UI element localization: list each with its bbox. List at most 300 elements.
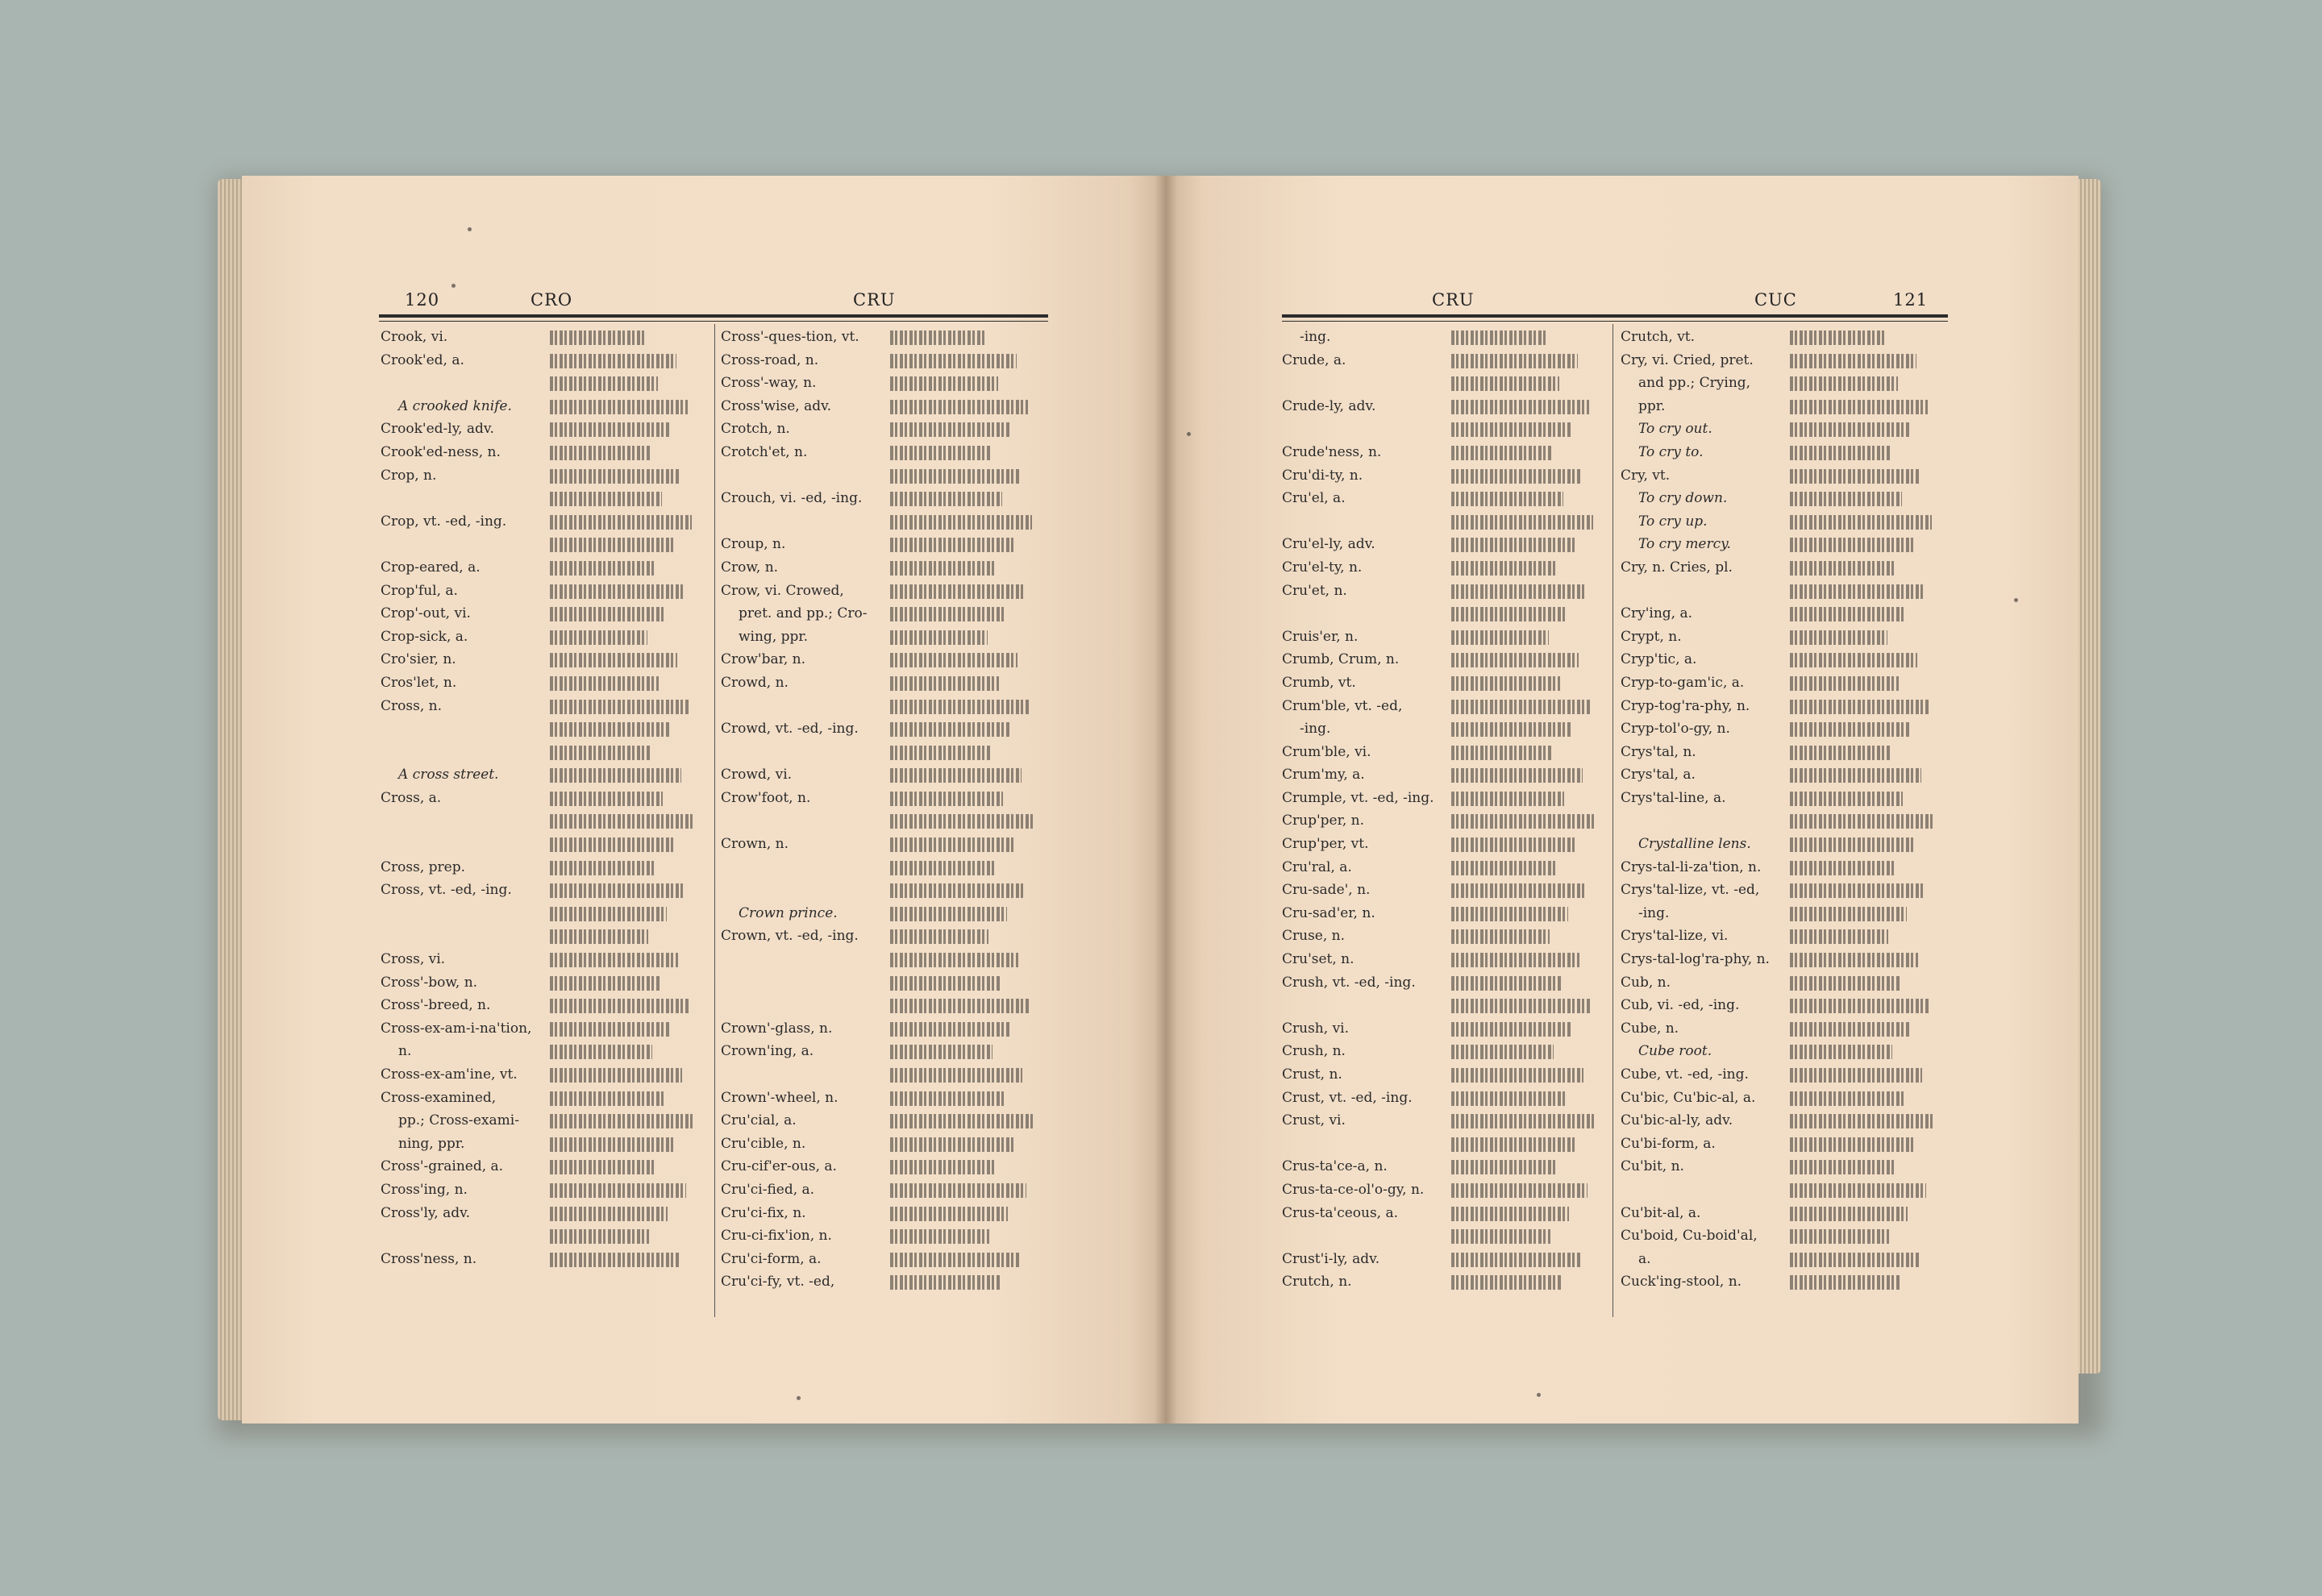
dictionary-entry — [1282, 1017, 1604, 1041]
dictionary-entry — [1282, 1224, 1604, 1248]
japanese-gloss-glyphs — [1790, 929, 1888, 944]
japanese-gloss-glyphs — [890, 400, 1028, 414]
entry-headword: Cry, vi. Cried, pret. — [1621, 351, 1754, 368]
dictionary-entry — [381, 1109, 703, 1133]
dictionary-entry — [721, 1248, 1043, 1271]
dictionary-entry — [381, 602, 703, 626]
japanese-gloss-glyphs — [890, 837, 1014, 852]
japanese-gloss-glyphs — [1790, 515, 1932, 530]
entry-headword: Cru'cible, n. — [721, 1135, 806, 1152]
japanese-gloss-glyphs — [550, 1183, 686, 1198]
japanese-gloss-glyphs — [1790, 653, 1917, 667]
entry-headword: Cross'-breed, n. — [381, 997, 491, 1014]
japanese-gloss-glyphs — [1790, 792, 1903, 806]
entry-headword: Crus-ta'ceous, a. — [1282, 1204, 1399, 1221]
japanese-gloss-glyphs — [890, 861, 996, 875]
japanese-gloss-glyphs — [890, 354, 1017, 368]
entry-headword: Cu'bic, Cu'bic-al, a. — [1621, 1089, 1756, 1106]
dictionary-entry — [381, 1087, 703, 1110]
dictionary-entry — [1282, 925, 1604, 948]
entry-headword: Crop, n. — [381, 467, 437, 484]
right-column-divider — [1612, 324, 1613, 1317]
japanese-gloss-glyphs — [1451, 1114, 1595, 1128]
japanese-gloss-glyphs — [890, 1229, 989, 1244]
japanese-gloss-glyphs — [890, 1207, 1008, 1221]
entry-headword: Cryp'tic, a. — [1621, 651, 1697, 668]
dictionary-entry — [1621, 879, 1943, 902]
right-guide-word-end: CUC — [1754, 290, 1797, 310]
japanese-gloss-glyphs — [1451, 561, 1556, 576]
dictionary-entry — [1282, 349, 1604, 372]
entry-headword: Crude'ness, n. — [1282, 443, 1382, 460]
dictionary-entry — [721, 464, 1043, 488]
entry-headword: A crooked knife. — [398, 397, 512, 414]
dictionary-entry — [1282, 648, 1604, 671]
entry-headword: and pp.; Crying, — [1638, 375, 1751, 392]
dictionary-entry — [721, 695, 1043, 718]
dictionary-entry — [1282, 510, 1604, 534]
japanese-gloss-glyphs — [1451, 722, 1571, 737]
dictionary-entry — [1621, 902, 1943, 925]
entry-headword: Crys'tal-lize, vt. -ed, — [1621, 882, 1760, 899]
japanese-gloss-glyphs — [550, 883, 685, 898]
entry-headword: To cry mercy. — [1638, 536, 1731, 553]
entry-headword: Crown'ing, a. — [721, 1043, 814, 1060]
japanese-gloss-glyphs — [550, 400, 688, 414]
japanese-gloss-glyphs — [1790, 746, 1891, 760]
japanese-gloss-glyphs — [1451, 1022, 1572, 1037]
dictionary-entry — [381, 1133, 703, 1156]
dictionary-entry — [381, 833, 703, 856]
entry-headword: Crook, vi. — [381, 329, 448, 345]
entry-headword: Cru'el-ly, adv. — [1282, 536, 1375, 553]
left-guide-word-end: CRU — [853, 290, 896, 310]
dictionary-entry — [721, 809, 1043, 833]
japanese-gloss-glyphs — [890, 1068, 1022, 1083]
japanese-gloss-glyphs — [1451, 746, 1553, 760]
dictionary-entry — [381, 971, 703, 995]
japanese-gloss-glyphs — [1790, 330, 1887, 345]
dictionary-entry — [1621, 1248, 1943, 1271]
japanese-gloss-glyphs — [1790, 1253, 1919, 1267]
right-header-rule — [1282, 314, 1948, 318]
entry-headword: Cry, vt. — [1621, 467, 1671, 484]
japanese-gloss-glyphs — [890, 469, 1021, 484]
dictionary-entry — [721, 856, 1043, 879]
dictionary-entry — [721, 787, 1043, 810]
dictionary-entry — [721, 717, 1043, 741]
entry-headword: Cross'-ques-tion, vt. — [721, 329, 859, 345]
japanese-gloss-glyphs — [550, 792, 663, 806]
japanese-gloss-glyphs — [1451, 1160, 1558, 1174]
japanese-gloss-glyphs — [550, 376, 658, 391]
entry-headword: Cru'ci-fied, a. — [721, 1181, 815, 1198]
japanese-gloss-glyphs — [550, 722, 670, 737]
entry-headword: n. — [398, 1043, 412, 1060]
dictionary-entry — [1621, 971, 1943, 995]
dictionary-entry — [1282, 902, 1604, 925]
japanese-gloss-glyphs — [550, 1160, 656, 1174]
dictionary-entry — [1621, 487, 1943, 510]
entry-headword: a. — [1638, 1250, 1651, 1267]
japanese-gloss-glyphs — [890, 953, 1018, 967]
japanese-gloss-glyphs — [1451, 469, 1582, 484]
entry-headword: Crystalline lens. — [1638, 836, 1751, 853]
dictionary-entry — [381, 464, 703, 488]
entry-headword: Cube, n. — [1621, 1020, 1679, 1037]
dictionary-entry — [381, 418, 703, 441]
entry-headword: Crumb, Crum, n. — [1282, 651, 1400, 668]
right-guide-word-start: CRU — [1432, 290, 1475, 310]
dictionary-entry — [721, 671, 1043, 695]
japanese-gloss-glyphs — [1451, 792, 1564, 806]
japanese-gloss-glyphs — [1790, 1091, 1904, 1106]
dictionary-entry — [1621, 556, 1943, 580]
entry-headword: Crowd, vi. — [721, 767, 793, 783]
entry-headword: Cru'ci-fix, n. — [721, 1204, 806, 1221]
japanese-gloss-glyphs — [890, 422, 1009, 437]
entry-headword: Cu'bit-al, a. — [1621, 1204, 1701, 1221]
japanese-gloss-glyphs — [890, 676, 999, 691]
entry-headword: Crook'ed-ly, adv. — [381, 421, 494, 438]
dictionary-entry — [1282, 879, 1604, 902]
japanese-gloss-glyphs — [1451, 400, 1589, 414]
dictionary-entry — [1282, 741, 1604, 764]
dictionary-entry — [1621, 695, 1943, 718]
japanese-gloss-glyphs — [890, 1114, 1034, 1128]
right-header-rule-thin — [1282, 321, 1948, 322]
japanese-gloss-glyphs — [1790, 538, 1913, 552]
entry-headword: Crouch, vi. -ed, -ing. — [721, 490, 863, 507]
japanese-gloss-glyphs — [1790, 376, 1898, 391]
japanese-gloss-glyphs — [1790, 469, 1920, 484]
dictionary-entry — [1282, 372, 1604, 395]
entry-headword: Crook'ed, a. — [381, 351, 464, 368]
dictionary-entry — [381, 441, 703, 464]
entry-headword: Crown, n. — [721, 836, 789, 853]
right-column-2 — [1621, 326, 1943, 1294]
dictionary-entry — [721, 1202, 1043, 1225]
entry-headword: To cry out. — [1638, 421, 1712, 438]
entry-headword: Crook'ed-ness, n. — [381, 443, 501, 460]
entry-headword: -ing. — [1300, 329, 1331, 345]
dictionary-entry — [381, 1040, 703, 1063]
japanese-gloss-glyphs — [890, 907, 1007, 921]
japanese-gloss-glyphs — [1790, 1022, 1911, 1037]
entry-headword: Cru-cif'er-ous, a. — [721, 1158, 837, 1175]
japanese-gloss-glyphs — [1790, 999, 1929, 1013]
dictionary-entry — [381, 717, 703, 741]
entry-headword: Crop-eared, a. — [381, 559, 481, 576]
dictionary-entry — [381, 695, 703, 718]
dictionary-entry — [1282, 1087, 1604, 1110]
entry-headword: Crush, n. — [1282, 1043, 1346, 1060]
japanese-gloss-glyphs — [1451, 1137, 1576, 1152]
dictionary-entry — [1621, 1040, 1943, 1063]
japanese-gloss-glyphs — [890, 814, 1033, 829]
dictionary-entry — [1621, 510, 1943, 534]
dictionary-entry — [1282, 787, 1604, 810]
left-page-number: 120 — [405, 290, 440, 310]
japanese-gloss-glyphs — [1451, 1091, 1565, 1106]
dictionary-entry — [381, 809, 703, 833]
dictionary-entry — [1282, 1248, 1604, 1271]
entry-headword: Crop-sick, a. — [381, 628, 468, 645]
dictionary-entry — [1282, 671, 1604, 695]
dictionary-entry — [721, 510, 1043, 534]
entry-headword: Cross'ness, n. — [381, 1250, 477, 1267]
japanese-gloss-glyphs — [890, 492, 1002, 506]
japanese-gloss-glyphs — [1790, 907, 1907, 921]
japanese-gloss-glyphs — [890, 999, 1030, 1013]
dictionary-entry — [1282, 971, 1604, 995]
dictionary-entry — [1621, 809, 1943, 833]
japanese-gloss-glyphs — [1451, 1183, 1588, 1198]
entry-headword: Crust, vi. — [1282, 1112, 1346, 1129]
japanese-gloss-glyphs — [1790, 1229, 1889, 1244]
entry-headword: Cross, vt. -ed, -ing. — [381, 882, 512, 899]
japanese-gloss-glyphs — [1451, 953, 1579, 967]
japanese-gloss-glyphs — [550, 1022, 671, 1037]
left-column-1 — [381, 326, 703, 1270]
dictionary-entry — [1621, 580, 1943, 603]
dictionary-entry — [1621, 1178, 1943, 1202]
entry-headword: Cross-ex-am'ine, vt. — [381, 1066, 518, 1083]
entry-headword: Crude, a. — [1282, 351, 1346, 368]
entry-headword: Crutch, n. — [1282, 1274, 1352, 1291]
japanese-gloss-glyphs — [1451, 1275, 1562, 1290]
entry-headword: Crys'tal, a. — [1621, 767, 1696, 783]
entry-headword: Crowd, n. — [721, 674, 789, 691]
right-page-number: 121 — [1893, 290, 1929, 310]
japanese-gloss-glyphs — [890, 746, 992, 760]
dictionary-entry — [721, 418, 1043, 441]
japanese-gloss-glyphs — [1790, 1114, 1933, 1128]
dictionary-entry — [1621, 349, 1943, 372]
left-header-rule-thin — [379, 321, 1048, 322]
japanese-gloss-glyphs — [890, 1183, 1026, 1198]
entry-headword: pp.; Cross-exami- — [398, 1112, 519, 1129]
dictionary-entry — [381, 533, 703, 556]
entry-headword: Crown prince. — [739, 904, 838, 921]
dictionary-entry — [721, 626, 1043, 649]
japanese-gloss-glyphs — [1790, 1160, 1896, 1174]
japanese-gloss-glyphs — [1451, 653, 1579, 667]
japanese-gloss-glyphs — [1790, 1207, 1908, 1221]
japanese-gloss-glyphs — [550, 1114, 693, 1128]
entry-headword: Cross'wise, adv. — [721, 397, 832, 414]
paper-speck — [1537, 1393, 1541, 1397]
entry-headword: Crow'bar, n. — [721, 651, 806, 668]
dictionary-entry — [381, 326, 703, 349]
entry-headword: Crotch'et, n. — [721, 443, 808, 460]
entry-headword: Crown, vt. -ed, -ing. — [721, 928, 859, 945]
entry-headword: Crust'i-ly, adv. — [1282, 1250, 1380, 1267]
dictionary-entry — [1282, 602, 1604, 626]
dictionary-entry — [721, 1155, 1043, 1178]
dictionary-entry — [1282, 326, 1604, 349]
dictionary-entry — [721, 487, 1043, 510]
dictionary-entry — [381, 626, 703, 649]
japanese-gloss-glyphs — [550, 1253, 679, 1267]
entry-headword: Cross-examined, — [381, 1089, 497, 1106]
entry-headword: Cross, prep. — [381, 858, 465, 875]
entry-headword: Crum'ble, vt. -ed, — [1282, 697, 1403, 714]
dictionary-entry — [381, 1155, 703, 1178]
japanese-gloss-glyphs — [1790, 446, 1891, 460]
japanese-gloss-glyphs — [1451, 607, 1567, 621]
japanese-gloss-glyphs — [890, 1160, 997, 1174]
dictionary-entry — [1282, 763, 1604, 787]
dictionary-entry — [1282, 626, 1604, 649]
dictionary-entry — [381, 902, 703, 925]
japanese-gloss-glyphs — [890, 792, 1003, 806]
entry-headword: Cross, n. — [381, 697, 442, 714]
dictionary-entry — [721, 948, 1043, 971]
dictionary-entry — [1621, 833, 1943, 856]
dictionary-entry — [1282, 1178, 1604, 1202]
entry-headword: Cub, vi. -ed, -ing. — [1621, 997, 1740, 1014]
dictionary-entry — [381, 1063, 703, 1087]
entry-headword: To cry down. — [1638, 490, 1728, 507]
dictionary-entry — [721, 1040, 1043, 1063]
dictionary-entry — [381, 994, 703, 1017]
entry-headword: Cuck'ing-stool, n. — [1621, 1274, 1742, 1291]
entry-headword: Crotch, n. — [721, 421, 790, 438]
dictionary-entry — [1621, 326, 1943, 349]
entry-headword: Cry'ing, a. — [1621, 605, 1693, 622]
japanese-gloss-glyphs — [890, 1045, 992, 1059]
entry-headword: Crus-ta'ce-a, n. — [1282, 1158, 1388, 1175]
entry-headword: Crowd, vt. -ed, -ing. — [721, 721, 859, 738]
japanese-gloss-glyphs — [550, 538, 673, 552]
dictionary-entry — [1282, 441, 1604, 464]
dictionary-entry — [721, 395, 1043, 418]
japanese-gloss-glyphs — [1451, 538, 1575, 552]
japanese-gloss-glyphs — [890, 722, 1010, 737]
entry-headword: -ing. — [1638, 904, 1670, 921]
dictionary-entry — [1621, 1202, 1943, 1225]
dictionary-entry — [1282, 1063, 1604, 1087]
dictionary-entry — [1621, 395, 1943, 418]
dictionary-entry — [721, 1087, 1043, 1110]
entry-headword: Cu'bit, n. — [1621, 1158, 1684, 1175]
entry-headword: Cross'ing, n. — [381, 1181, 468, 1198]
japanese-gloss-glyphs — [550, 1207, 668, 1221]
japanese-gloss-glyphs — [550, 653, 677, 667]
entry-headword: Cross-road, n. — [721, 351, 819, 368]
dictionary-entry — [381, 856, 703, 879]
japanese-gloss-glyphs — [890, 700, 1029, 714]
japanese-gloss-glyphs — [1790, 814, 1933, 829]
japanese-gloss-glyphs — [890, 515, 1032, 530]
dictionary-entry — [1282, 1109, 1604, 1133]
dictionary-entry — [381, 580, 703, 603]
dictionary-entry — [1282, 533, 1604, 556]
entry-headword: Croup, n. — [721, 536, 786, 553]
japanese-gloss-glyphs — [890, 1022, 1011, 1037]
japanese-gloss-glyphs — [1790, 861, 1895, 875]
dictionary-entry — [1282, 1133, 1604, 1156]
japanese-gloss-glyphs — [1451, 976, 1561, 991]
dictionary-entry — [721, 372, 1043, 395]
entry-headword: Crow'foot, n. — [721, 789, 811, 806]
dictionary-entry — [1621, 994, 1943, 1017]
dictionary-entry — [1621, 418, 1943, 441]
japanese-gloss-glyphs — [550, 999, 689, 1013]
japanese-gloss-glyphs — [550, 953, 678, 967]
dictionary-entry — [1621, 787, 1943, 810]
dictionary-entry — [721, 648, 1043, 671]
japanese-gloss-glyphs — [550, 814, 693, 829]
japanese-gloss-glyphs — [890, 976, 1000, 991]
dictionary-entry — [1282, 1155, 1604, 1178]
entry-headword: Crys-tal-log'ra-phy, n. — [1621, 951, 1770, 968]
japanese-gloss-glyphs — [1790, 837, 1914, 852]
japanese-gloss-glyphs — [1451, 1253, 1580, 1267]
dictionary-entry — [381, 948, 703, 971]
entry-headword: Cru'set, n. — [1282, 951, 1354, 968]
entry-headword: -ing. — [1300, 721, 1331, 738]
japanese-gloss-glyphs — [890, 446, 991, 460]
japanese-gloss-glyphs — [890, 584, 1025, 599]
book-gutter — [1155, 176, 1177, 1424]
entry-headword: Crum'my, a. — [1282, 767, 1365, 783]
dictionary-entry — [1621, 441, 1943, 464]
dictionary-entry — [1282, 809, 1604, 833]
japanese-gloss-glyphs — [1790, 676, 1899, 691]
entry-headword: Cru'ci-form, a. — [721, 1250, 822, 1267]
dictionary-entry — [1282, 1040, 1604, 1063]
entry-headword: Cru'el, a. — [1282, 490, 1346, 507]
entry-headword: Cros'let, n. — [381, 674, 457, 691]
entry-headword: Cru-sad'er, n. — [1282, 904, 1375, 921]
japanese-gloss-glyphs — [890, 330, 987, 345]
dictionary-entry — [1621, 717, 1943, 741]
dictionary-entry — [721, 971, 1043, 995]
entry-headword: Cryp-tol'o-gy, n. — [1621, 721, 1730, 738]
dictionary-entry — [1282, 556, 1604, 580]
entry-headword: Crypt, n. — [1621, 628, 1682, 645]
entry-headword: Crow, vi. Crowed, — [721, 582, 844, 599]
dictionary-entry — [1621, 372, 1943, 395]
dictionary-entry — [721, 994, 1043, 1017]
japanese-gloss-glyphs — [890, 1253, 1019, 1267]
japanese-gloss-glyphs — [1451, 584, 1586, 599]
entry-headword: Cryp-tog'ra-phy, n. — [1621, 697, 1750, 714]
japanese-gloss-glyphs — [550, 907, 667, 921]
entry-headword: Crust, vt. -ed, -ing. — [1282, 1089, 1413, 1106]
dictionary-entry — [721, 1133, 1043, 1156]
dictionary-entry — [721, 1224, 1043, 1248]
entry-headword: Cross, a. — [381, 789, 442, 806]
entry-headword: Crum'ble, vi. — [1282, 743, 1371, 760]
japanese-gloss-glyphs — [1451, 630, 1549, 645]
japanese-gloss-glyphs — [1790, 722, 1910, 737]
entry-headword: Crush, vi. — [1282, 1020, 1350, 1037]
left-column-divider — [714, 324, 715, 1317]
japanese-gloss-glyphs — [1451, 515, 1593, 530]
entry-headword: Crush, vt. -ed, -ing. — [1282, 974, 1416, 991]
entry-headword: Cru'el-ty, n. — [1282, 559, 1363, 576]
entry-headword: Cru'di-ty, n. — [1282, 467, 1363, 484]
dictionary-entry — [1282, 418, 1604, 441]
japanese-gloss-glyphs — [1451, 1207, 1569, 1221]
japanese-gloss-glyphs — [1451, 376, 1559, 391]
dictionary-entry — [1621, 626, 1943, 649]
japanese-gloss-glyphs — [550, 515, 692, 530]
japanese-gloss-glyphs — [890, 630, 988, 645]
